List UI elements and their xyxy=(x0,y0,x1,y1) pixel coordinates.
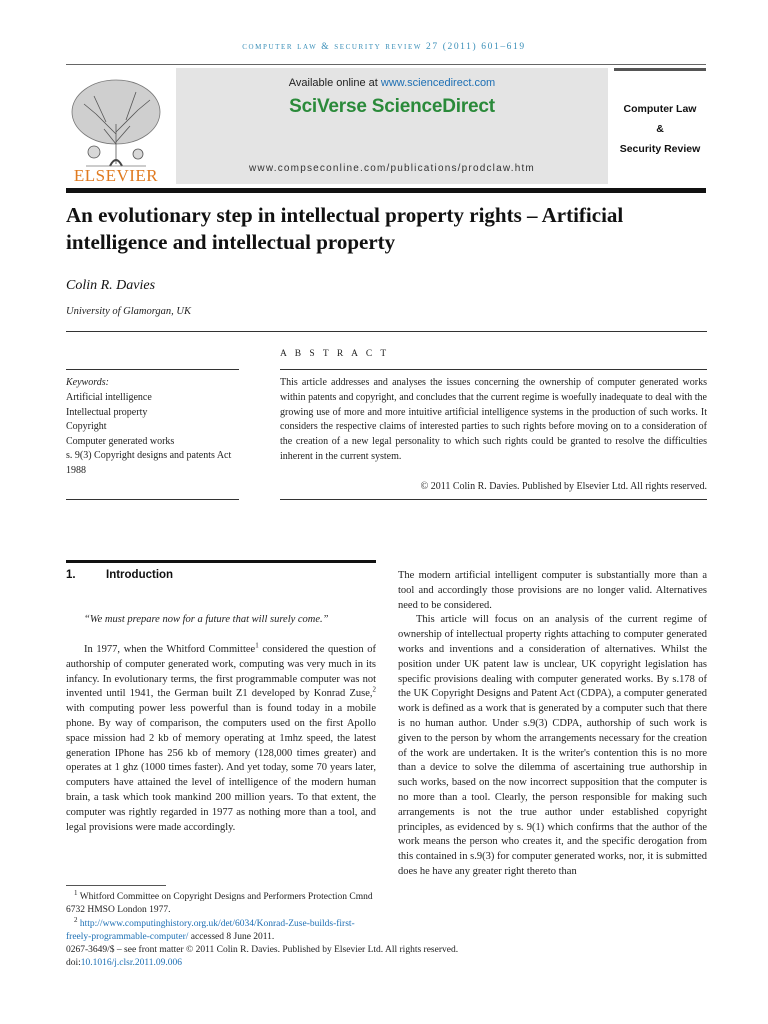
footnote-link[interactable]: http://www.computinghistory.org.uk/det/6034/Konrad-Zuse-builds-first-freely-programmable-computer/ xyxy=(66,918,355,943)
journal-name-line: & xyxy=(656,123,664,135)
keyword-item: Intellectual property xyxy=(66,406,148,418)
keywords-rule xyxy=(66,369,239,370)
doi-link[interactable]: 10.1016/j.clsr.2011.09.006 xyxy=(80,958,183,969)
available-online-line xyxy=(176,77,608,89)
keyword-item: Artificial intelligence xyxy=(66,392,152,403)
journal-name-line: Computer Law xyxy=(623,103,697,115)
abstract-rule xyxy=(280,369,707,370)
footnote-text: accessed 8 June 2011. xyxy=(188,932,275,943)
epigraph-quote: “We must prepare now for a future that will surely come.” xyxy=(84,614,329,625)
footnotes xyxy=(66,888,376,945)
journal-name-box xyxy=(614,68,706,187)
journal-running-header: computer law & security review 27 (2011) 601–619 xyxy=(242,42,526,52)
footnote-ref[interactable]: 2 xyxy=(372,685,376,694)
right-column xyxy=(398,569,707,880)
abstract-copyright: © 2011 Colin R. Davies. Published by Elsevier Ltd. All rights reserved. xyxy=(420,481,707,492)
section-title: Introduction xyxy=(106,569,174,581)
sciverse-logo: SciVerse ScienceDirect xyxy=(289,96,495,117)
body-paragraph xyxy=(66,643,376,835)
keywords-label: Keywords: xyxy=(66,377,109,388)
doi-label: doi: xyxy=(66,958,81,969)
doi-line xyxy=(66,957,706,970)
abstract-body: This article addresses and analyses the issues concerning the ownership of computer generated works within patents and copyright, and concludes that the current regime is woefully inadequate to deal with the growing use of more and more intuitive artificial intelligence systems in the production of such works. It considers the respective claims of interested parties to such rights before moving on to a consideration of the creation of a new legal personality to which such rights could be granted to resolve the difficulties inherent in the current system. xyxy=(280,377,707,462)
title-rule xyxy=(66,188,706,193)
author-name: Colin R. Davies xyxy=(66,278,156,293)
footnote-text: Whitford Committee on Copyright Designs and Performers Protection Cmnd 6732 HMSO London 1977. xyxy=(66,892,373,916)
sciencedirect-banner xyxy=(176,68,608,184)
body-paragraph: The modern artificial intelligent computer is substantially more than a tool and accordingly those provisions are no longer valid. Alternatives need to be considered. xyxy=(398,570,707,611)
available-online-label: Available online at xyxy=(288,77,378,89)
sciencedirect-link[interactable]: www.sciencedirect.com xyxy=(380,77,496,89)
footnote-rule xyxy=(66,885,166,886)
journal-name xyxy=(614,99,706,159)
author-affiliation: University of Glamorgan, UK xyxy=(66,306,192,317)
body-paragraph: This article will focus on an analysis of the current regime of ownership of intellectual property rights attaching to computer generated works and inventions and a consideration of alternatives. Whilst the position under UK patent law is unclear, UK copyright legislation has specific provisions dealing with computer generated works. By s.178 of the UK Copyright Designs and Patent Act (CDPA), a computer generated work is defined as a work that is generated by a computer such that there is no human author. Under s.9(3) CDPA, authorship of such work is given to the person by whom the arrangements necessary for the creation of the work are undertaken. It is the writer's contention this is no more than a device to solve the dilemma of ascertaining true authorship in such works, based on the now incorrect supposition that the computer is no more than a tool. Clearly, the person responsible for making such arrangements is not the true author under established copyright principles, as evidenced by s. 9(1) which confirms that the author of the work means the person who creates it, and the specific derogation from this contained in s.9(3) for computer generated works, nor, it is submitted does he have any greater right thereto than xyxy=(398,614,707,877)
abstract-bottom-rule xyxy=(280,499,707,500)
header-rule xyxy=(66,64,706,65)
body-text: In 1977, when the Whitford Committee xyxy=(84,644,256,655)
body-text: considered the question of authorship of computer generated work, computing was very much in its infancy. In evolutionary terms, the first programmable computer was not invented until 1941, the German built Z1 developed by Konrad Zuse, xyxy=(66,644,377,700)
publication-info xyxy=(66,944,706,971)
elsevier-wordmark: ELSEVIER xyxy=(73,166,159,185)
footnote-number: 1 xyxy=(74,888,78,897)
footnote-1 xyxy=(66,888,376,918)
affiliation-rule xyxy=(66,331,707,332)
journal-homepage-url[interactable]: www.compseconline.com/publications/prodclaw.htm xyxy=(249,163,535,174)
issn-line: 0267-3649/$ – see front matter © 2011 Colin R. Davies. Published by Elsevier Ltd. All rights reserved. xyxy=(66,945,459,955)
abstract-heading: A B S T R A C T xyxy=(280,349,390,359)
keywords-bottom-rule xyxy=(66,499,239,500)
article-title: An evolutionary step in intellectual property rights – Artificial intelligence and intellectual property xyxy=(66,203,624,254)
keywords-list xyxy=(66,391,246,479)
keyword-item: s. 9(3) Copyright designs and patents Act 1988 xyxy=(66,450,232,476)
section-rule xyxy=(66,560,376,563)
footnote-2 xyxy=(66,915,376,945)
elsevier-logo xyxy=(66,74,166,186)
footnote-ref[interactable]: 1 xyxy=(255,641,259,650)
section-number: 1. xyxy=(66,569,76,581)
section-heading xyxy=(66,569,173,581)
footnote-number: 2 xyxy=(74,915,78,924)
body-text: with computing power less powerful than is found today in a mobile phone. By way of comparison, the computers used on the first Apollo space mission had 2 kb of memory operating at 1mhz speed, the latest generation IPhone has 256 kb of memory (128,000 times greater) and operates at 1 ghz (1000 times faster). And yet today, some 70 years later, computers have attained the level of intelligence of the modern human brain, a task which took mankind 200 million years. To that extent, the computer was rightly regarded in 1977 as nothing more than a tool, and legal provisions were made accordingly. xyxy=(66,703,376,833)
keyword-item: Computer generated works xyxy=(66,435,175,447)
journal-name-line: Security Review xyxy=(619,143,701,155)
keyword-item: Copyright xyxy=(66,421,107,433)
